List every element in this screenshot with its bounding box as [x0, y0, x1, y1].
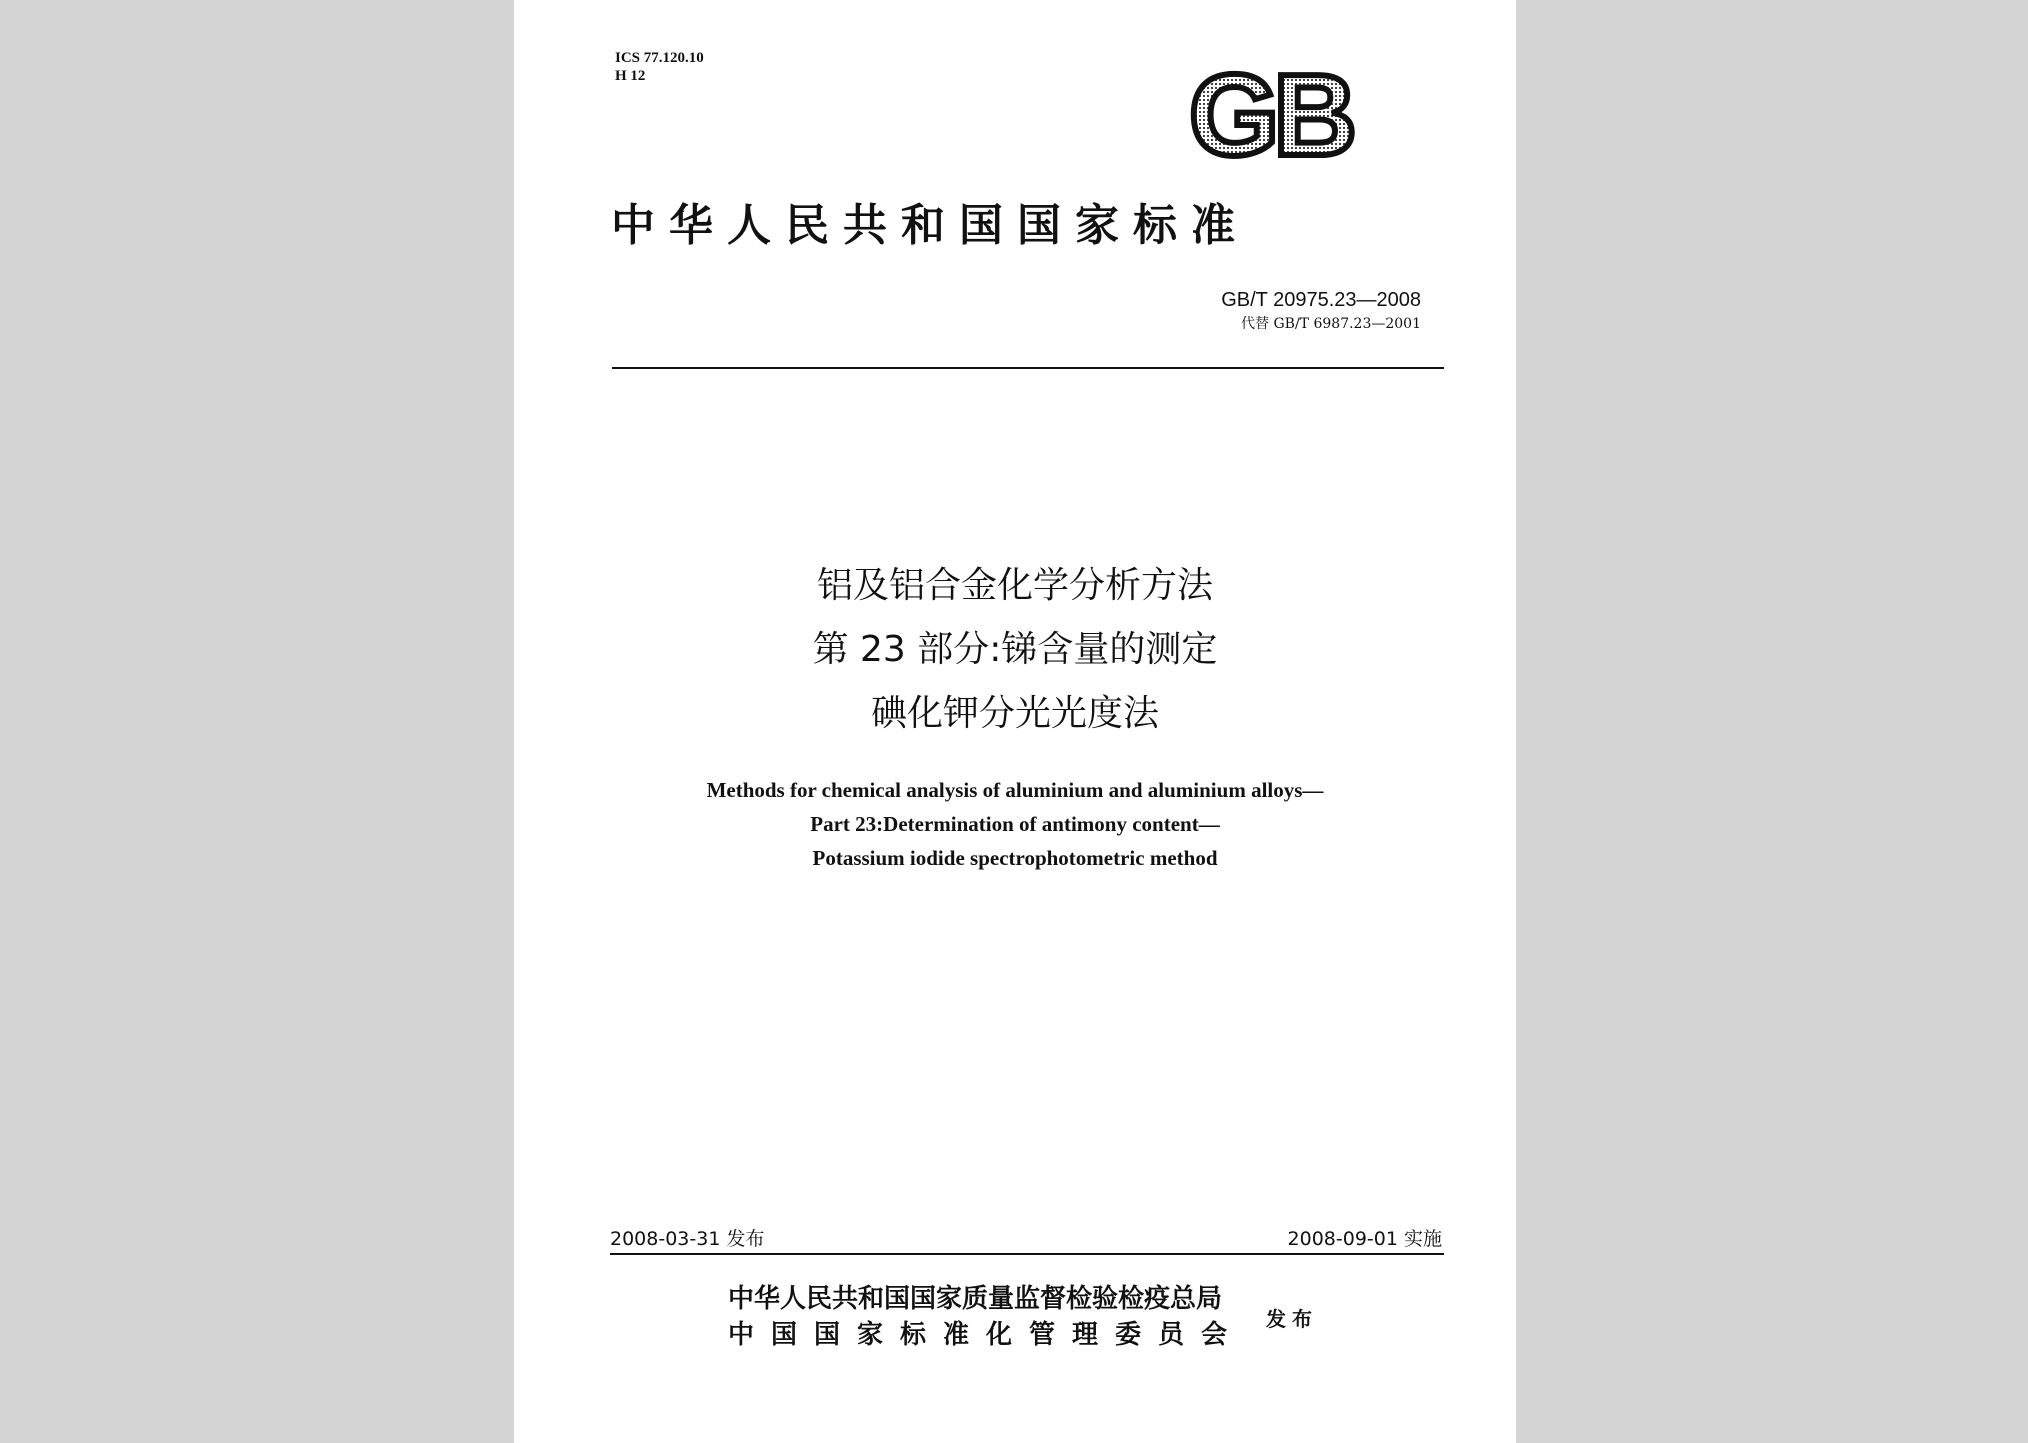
issuer-line-2: 中国国家标准化管理委员会 — [728, 1320, 1245, 1350]
issue-date: 2008-03-31 发布 — [610, 1228, 765, 1250]
chinese-title-line-3: 碘化钾分光光度法 — [870, 693, 1159, 734]
national-standard-title: 中华人民共和国国家标准 — [611, 200, 1249, 251]
replaced-standard: 代替 GB/T 6987.23—2001 — [1241, 316, 1421, 332]
ics-code: ICS 77.120.10 — [615, 50, 704, 66]
gb-logo-text: GB — [1189, 59, 1351, 169]
implementation-date: 2008-09-01 实施 — [1287, 1228, 1442, 1250]
document-page — [514, 0, 1516, 1443]
gb-logo — [1183, 59, 1408, 169]
english-title-line-2: Part 23:Determination of antimony content— — [810, 812, 1220, 836]
issuer-line-1: 中华人民共和国国家质量监督检验检疫总局 — [728, 1284, 1223, 1314]
ccs-code: H 12 — [615, 68, 646, 84]
english-title-line-1: Methods for chemical analysis of aluminium and aluminium alloys— — [706, 778, 1324, 802]
classification-codes — [615, 49, 704, 85]
chinese-title-line-2: 第 23 部分:锑含量的测定 — [812, 629, 1218, 670]
english-title-line-3: Potassium iodide spectrophotometric method — [812, 846, 1218, 870]
header-divider — [612, 367, 1444, 369]
footer-divider — [610, 1253, 1444, 1255]
publish-label: 发布 — [1266, 1307, 1318, 1331]
chinese-title-line-1: 铝及铝合金化学分析方法 — [816, 565, 1213, 606]
standard-number: GB/T 20975.23—2008 — [1221, 289, 1421, 311]
